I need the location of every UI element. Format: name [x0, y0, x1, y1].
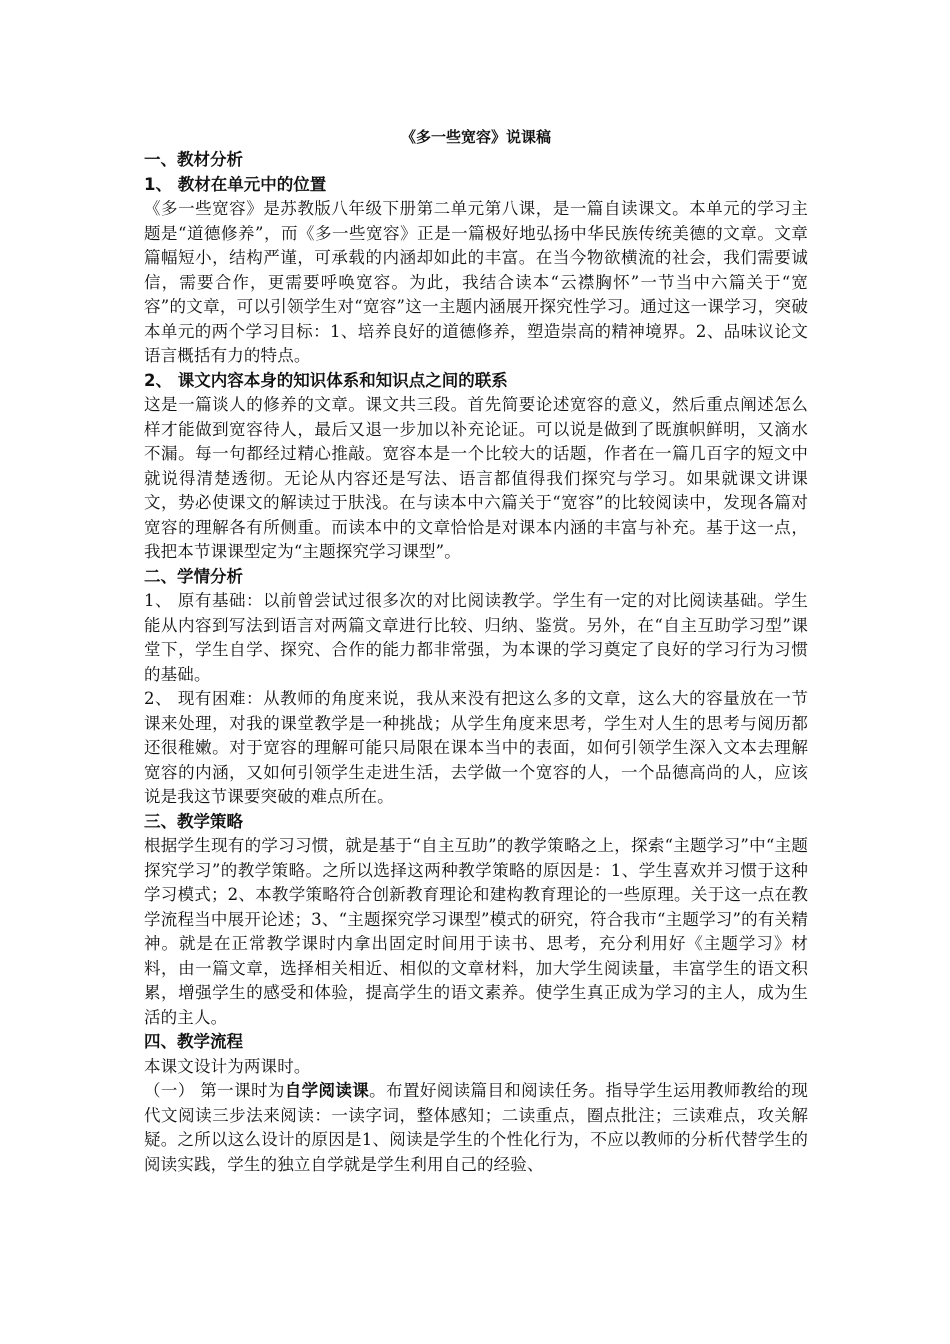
first-period-rest: 。布置好阅读篇目和阅读任务。指导学生运用教师教给的现代文阅读三步法来阅读：一读字词，整体感知；二读重点，圈点批注；三读难点，攻关解疑。之所以这么设计的原因是1、阅读是学生的个性化行为，不应以教师的分析代替学生的阅读实践，学生的独立自学就是学生利用自己的经验、	[144, 1081, 808, 1174]
subheading-unit-position: 1、 教材在单元中的位置	[144, 174, 327, 194]
paragraph-two-periods: 本课文设计为两课时。	[144, 1056, 311, 1076]
paragraph-teaching-strategy: 根据学生现有的学习习惯，就是基于“自主互助”的教学策略之上，探索“主题学习”中“主题探究学习”的教学策略。之所以选择这两种教学策略的原因是：1、学生喜欢并习惯于这种学习模式；2、本教学策略符合创新教育理论和建构教育理论的一些原理。关于这一点在教学流程当中展开论述；3、“主题探究学习课型”模式的研究，符合我市“主题学习”的有关精神。就是在正常教学课时内拿出固定时间用于读书、思考，充分利用好《主题学习》材料，由一篇文章，选择相关相近、相似的文章材料，加大学生阅读量，丰富学生的语文积累，增强学生的感受和体验，提高学生的语文素养。使学生真正成为学习的主人，成为生活的主人。	[144, 836, 808, 1027]
subheading-knowledge-system: 2、 课文内容本身的知识体系和知识点之间的联系	[144, 370, 508, 390]
document-page	[144, 126, 808, 1177]
paragraph-existing-basis: 1、 原有基础：以前曾尝试过很多次的对比阅读教学。学生有一定的对比阅读基础。学生能从内容到写法到语言对两篇文章进行比较、归纳、鉴赏。另外，在“自主互助学习型”课堂下，学生自学、探究、合作的能力都非常强，为本课的学习奠定了良好的学习行为习惯的基础。	[144, 591, 808, 684]
section-heading-teaching-process: 四、教学流程	[144, 1032, 243, 1051]
paragraph-current-difficulty: 2、 现有困难：从教师的角度来说，我从来没有把这么多的文章，这么大的容量放在一节课来处理，对我的课堂教学是一种挑战；从学生角度来思考，学生对人生的思考与阅历都还很稚嫩。对于宽容的理解可能只局限在课本当中的表面，如何引领学生深入文本去理解宽容的内涵，又如何引领学生走进生活，去学做一个宽容的人，一个品德高尚的人，应该说是我这节课要突破的难点所在。	[144, 689, 808, 806]
section-heading-teaching-strategy: 三、教学策略	[144, 811, 243, 831]
document-title: 《多一些宽容》说课稿	[400, 128, 551, 146]
first-period-bold-term: 自学阅读课	[284, 1081, 370, 1100]
paragraph-first-period	[144, 1079, 808, 1177]
paragraph-unit-position: 《多一些宽容》是苏教版八年级下册第二单元第八课，是一篇自读课文。本单元的学习主题是“道德修养”，而《多一些宽容》正是一篇极好地弘扬中华民族传统美德的文章。文章篇幅短小，结构严谨，可承载的内涵却如此的丰富。在当今物欲横流的社会，我们需要诚信，需要合作，更需要呼唤宽容。为此，我结合读本“云襟胸怀”一节当中六篇关于“宽容”的文章，可以引领学生对“宽容”这一主题内涵展开探究性学习。通过这一课学习，突破本单元的两个学习目标：1、培养良好的道德修养，塑造崇高的精神境界。2、品味议论文语言概括有力的特点。	[144, 199, 808, 365]
first-period-prefix: （一） 第一课时为	[144, 1081, 285, 1100]
section-heading-textbook-analysis: 一、教材分析	[144, 150, 243, 169]
section-heading-student-analysis: 二、学情分析	[144, 566, 243, 586]
paragraph-knowledge-system: 这是一篇谈人的修养的文章。课文共三段。首先简要论述宽容的意义，然后重点阐述怎么样才能做到宽容待人，最后又退一步加以补充论证。可以说是做到了既旗帜鲜明，又滴水不漏。每一句都经过精心推敲。宽容本是一个比较大的话题，作者在一篇几百字的短文中就说得清楚透彻。无论从内容还是写法、语言都值得我们探究与学习。如果就课文讲课文，势必使课文的解读过于肤浅。在与读本中六篇关于“宽容”的比较阅读中，发现各篇对宽容的理解各有所侧重。而读本中的文章恰恰是对课本内涵的丰富与补充。基于这一点，我把本节课课型定为“主题探究学习课型”。	[144, 395, 808, 561]
